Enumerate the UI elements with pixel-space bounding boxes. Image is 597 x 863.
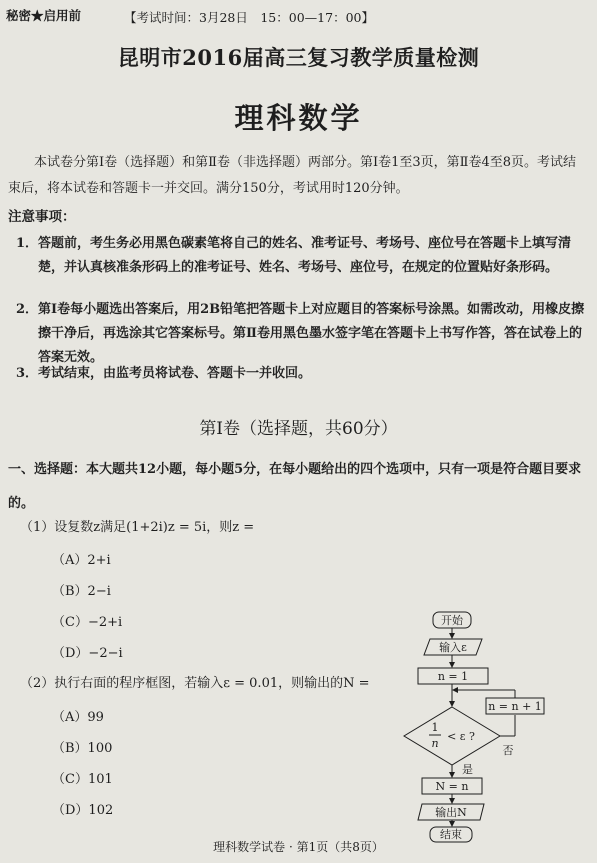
yes-label: 是 [462, 763, 473, 776]
update-label: n = n + 1 [488, 700, 542, 713]
note-text: 考试结束，由监考员将试卷、答题卡一并收回。 [38, 366, 312, 381]
output-label: 输出N [435, 806, 467, 819]
end-label: 结束 [440, 828, 462, 841]
assign-label: N = n [435, 780, 469, 793]
section-title: 第Ⅰ卷（选择题，共60分） [199, 419, 398, 439]
page-footer: 理科数学试卷 · 第1页（共8页） [213, 840, 384, 854]
option-d: （D）102 [52, 803, 114, 818]
option-d: （D）−2−i [52, 646, 123, 661]
exam-title: 昆明市2016届高三复习教学质量检测 [117, 45, 480, 70]
init-label: n = 1 [437, 670, 469, 683]
note-number: 3． [16, 366, 39, 381]
option-a: （A）2+i [52, 553, 111, 568]
start-label: 开始 [441, 614, 463, 627]
intro-paragraph: 本试卷分第Ⅰ卷（选择题）和第Ⅱ卷（非选择题）两部分。第Ⅰ卷1至3页，第Ⅱ卷4至8页。考试结束后，将本试卷和答题卡一并交回。满分150分，考试用时120分钟。 [8, 155, 577, 196]
no-label: 否 [502, 744, 514, 757]
note-item [16, 362, 586, 386]
notes-heading: 注意事项： [8, 209, 76, 225]
note-number: 1． [16, 236, 39, 251]
condition-numerator: 1 [431, 721, 439, 734]
option-b: （B）2−i [52, 584, 111, 599]
note-number: 2． [16, 302, 39, 317]
confidential-label: 秘密★启用前 [6, 8, 82, 23]
question-stem: （1）设复数z满足(1+2i)z = 5i，则z = [20, 520, 255, 535]
exam-time: 【考试时间：3月28日 15：00—17：00】 [124, 10, 374, 25]
note-text: 第Ⅰ卷每小题选出答案后，用2B铅笔把答题卡上对应题目的答案标号涂黑。如需改动，用橡皮擦擦干净后，再选涂其它答案标号。第Ⅱ卷用黑色墨水签字笔在答题卡上书写作答，答在试卷上的答案无效。 [38, 302, 585, 365]
program-flowchart [400, 610, 550, 844]
note-item [16, 232, 586, 280]
option-c: （C）101 [52, 772, 113, 787]
note-item [16, 298, 586, 370]
condition-rest: < ε ? [447, 730, 475, 743]
option-a: （A）99 [52, 710, 104, 725]
question-stem: （2）执行右面的程序框图，若输入ε = 0.01，则输出的N = [20, 676, 370, 691]
subject-title: 理科数学 [234, 101, 363, 135]
note-text: 答题前，考生务必用黑色碳素笔将自己的姓名、准考证号、考场号、座位号在答题卡上填写清楚，并认真核准条形码上的准考证号、姓名、考场号、座位号，在规定的位置贴好条形码。 [38, 236, 572, 275]
input-label: 输入ε [439, 641, 467, 654]
condition-denominator: n [431, 737, 439, 750]
option-b: （B）100 [52, 741, 113, 756]
mc-instruction: 一、选择题：本大题共12小题，每小题5分，在每小题给出的四个选项中，只有一项是符合题目要求的。 [8, 462, 582, 511]
option-c: （C）−2+i [52, 615, 123, 630]
